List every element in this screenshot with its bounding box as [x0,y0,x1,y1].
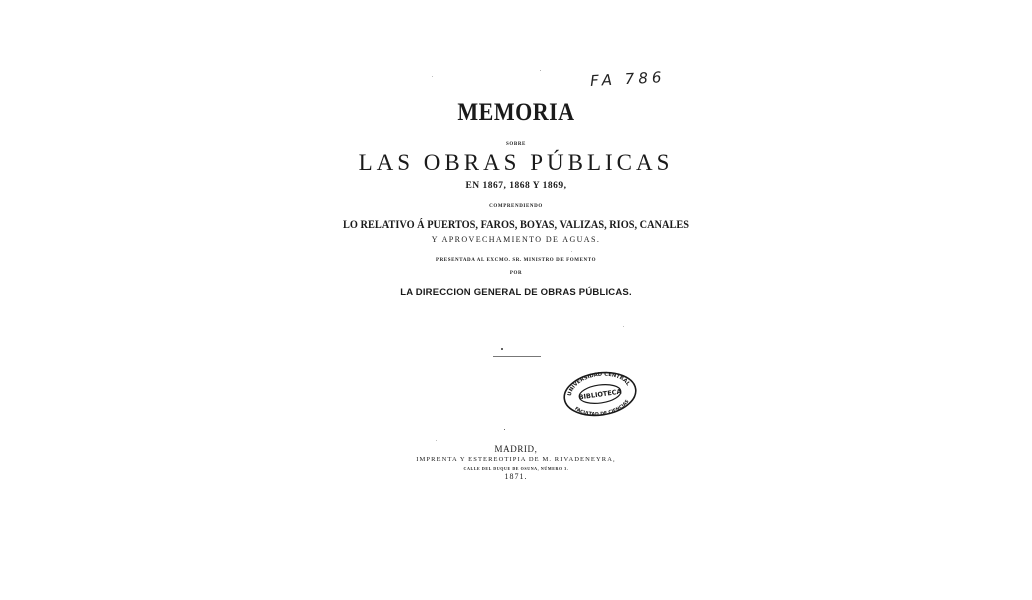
imprint-city: MADRID, [494,444,538,454]
stamp-top-text: UNIVERSIDAD CENTRAL [566,371,631,397]
imprint-year: 1871. [504,472,528,481]
ink-speck [540,70,541,71]
title-contents: LO RELATIVO Á PUERTOS, FAROS, BOYAS, VALIZAS, RIOS, CANALES [343,217,689,231]
ink-speck [432,76,433,77]
title-author: LA DIRECCION GENERAL DE OBRAS PÚBLICAS. [400,287,632,298]
ink-speck [571,251,572,252]
title-obras-publicas: LAS OBRAS PÚBLICAS [358,150,674,175]
title-comprendiendo: COMPRENDIENDO [489,204,543,209]
title-por: POR [509,271,523,276]
title-contents-2: Y APROVECHAMIENTO DE AGUAS. [431,235,601,244]
title-sobre: SOBRE [506,142,526,147]
stamp-bottom-text: FACULTAD DE CIENCIAS [573,399,631,418]
ink-speck [436,440,437,441]
shelfmark-annotation: FA 786 [589,68,666,90]
ink-speck [501,348,503,350]
separator-rule [493,356,541,357]
library-stamp [561,370,639,418]
imprint-printer: IMPRENTA Y ESTEREOTIPIA DE M. RIVADENEYRA, [416,456,616,463]
title-presentada: PRESENTADA AL EXCMO. SR. MINISTRO DE FOMENTO [435,258,597,263]
title-years: EN 1867, 1868 Y 1869, [465,181,567,191]
imprint-address: CALLE DEL DUQUE DE OSUNA, NÚMERO 3. [463,466,569,471]
title-memoria: MEMORIA [457,97,575,126]
ink-speck [504,429,505,430]
ink-speck [623,326,624,327]
stamp-center-text: BIBLIOTECA [578,387,622,402]
